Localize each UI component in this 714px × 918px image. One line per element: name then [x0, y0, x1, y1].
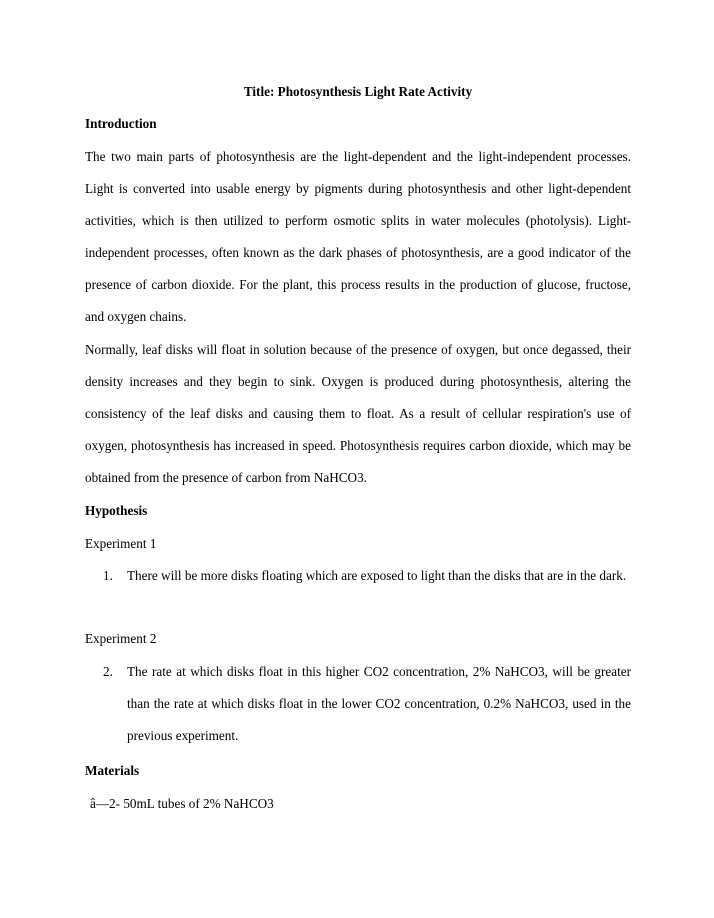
experiment-1-label: Experiment 1: [85, 536, 157, 551]
list-item-text: There will be more disks floating which are exposed to light than the disks that are in the dark.: [127, 568, 627, 583]
document-title: Title: Photosynthesis Light Rate Activity: [243, 84, 473, 99]
introduction-paragraph-1: The two main parts of photosynthesis are the light-dependent and the light-independent processes. Light is converted into usable energy by pigments during photosynthesis and other light-dependent activities, which is then utilized to perform osmotic splits in water molecules (photolysis). Light-independent processes, often known as the dark phases of photosynthesis, are a good indicator of the presence of carbon dioxide. For the plant, this process results in the production of glucose, fructose, and oxygen chains.: [85, 149, 631, 324]
introduction-heading: Introduction: [85, 116, 157, 131]
introduction-paragraph-2: Normally, leaf disks will float in solution because of the presence of oxygen, but once degassed, their density increases and they begin to sink. Oxygen is produced during photosynthesis, altering the consistency of the leaf disks and causing them to float. As a result of cellular respiration's use of oxygen, photosynthesis has increased in speed. Photosynthesis requires carbon dioxide, which may be obtained from the presence of carbon from NaHCO3.: [85, 342, 631, 485]
hypothesis-heading: Hypothesis: [85, 503, 148, 518]
materials-list-item: â—2- 50mL tubes of 2% NaHCO3: [90, 796, 274, 811]
experiment-2-label: Experiment 2: [85, 631, 157, 646]
list-number: 2.: [103, 664, 113, 679]
list-number: 1.: [103, 568, 113, 583]
materials-heading: Materials: [85, 763, 140, 778]
list-item-text: The rate at which disks float in this higher CO2 concentration, 2% NaHCO3, will be greater than the rate at which disks float in the lower CO2 concentration, 0.2% NaHCO3, used in the previous experiment.: [127, 664, 631, 743]
